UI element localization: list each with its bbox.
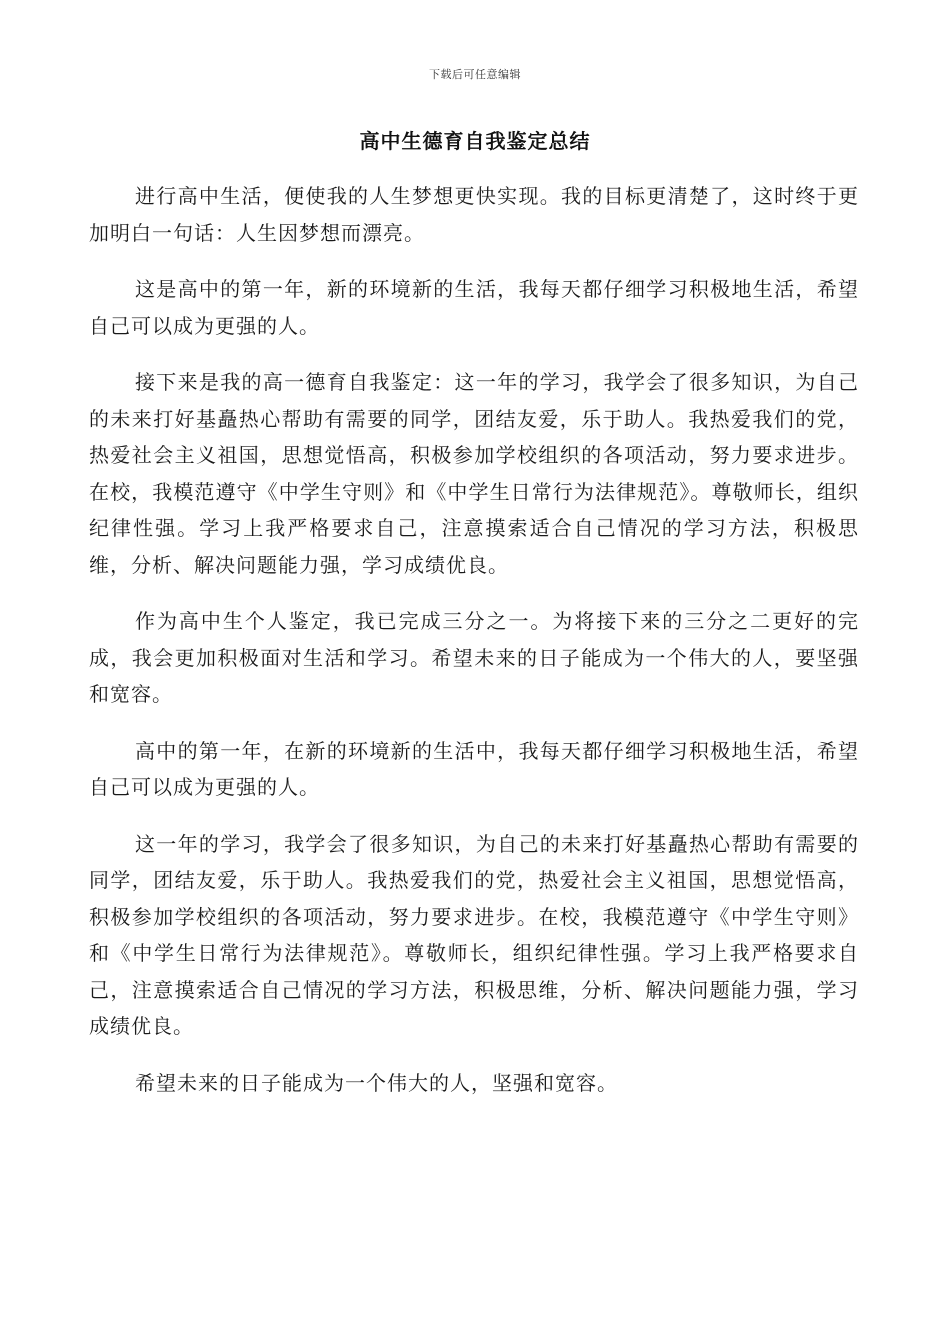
paragraph-7: 希望未来的日子能成为一个伟大的人，坚强和宽容。 bbox=[135, 1070, 618, 1095]
paragraph-1: 进行高中生活，便使我的人生梦想更快实现。我的目标更清楚了，这时终于更加明白一句话：人生因梦想而漂亮。 bbox=[89, 184, 859, 245]
document-title: 高中生德育自我鉴定总结 bbox=[359, 129, 591, 153]
document-body bbox=[89, 178, 859, 1121]
header-note: 下载后可任意编辑 bbox=[429, 68, 521, 81]
paragraph-4: 作为高中生个人鉴定，我已完成三分之一。为将接下来的三分之二更好的完成，我会更加积极面对生活和学习。希望未来的日子能成为一个伟大的人，要坚强和宽容。 bbox=[89, 609, 859, 706]
paragraph-3: 接下来是我的高一德育自我鉴定：这一年的学习，我学会了很多知识，为自己的未来打好基矗热心帮助有需要的同学，团结友爱，乐于助人。我热爱我们的党，热爱社会主义祖国，思想觉悟高，积极参加学校组织的各项活动，努力要求进步。在校，我模范遵守《中学生守则》和《中学生日常行为法律规范》。尊敬师长，组织纪律性强。学习上我严格要求自己，注意摸索适合自己情况的学习方法，积极思维，分析、解决问题能力强，学习成绩优良。 bbox=[89, 370, 859, 577]
paragraph-2: 这是高中的第一年，新的环境新的生活，我每天都仔细学习积极地生活，希望自己可以成为更强的人。 bbox=[89, 277, 859, 338]
paragraph-5: 高中的第一年，在新的环境新的生活中，我每天都仔细学习积极地生活，希望自己可以成为更强的人。 bbox=[89, 738, 859, 799]
paragraph-6: 这一年的学习，我学会了很多知识，为自己的未来打好基矗热心帮助有需要的同学，团结友爱，乐于助人。我热爱我们的党，热爱社会主义祖国，思想觉悟高，积极参加学校组织的各项活动，努力要求进步。在校，我模范遵守《中学生守则》和《中学生日常行为法律规范》。尊敬师长，组织纪律性强。学习上我严格要求自己，注意摸索适合自己情况的学习方法，积极思维，分析、解决问题能力强，学习成绩优良。 bbox=[89, 831, 859, 1038]
